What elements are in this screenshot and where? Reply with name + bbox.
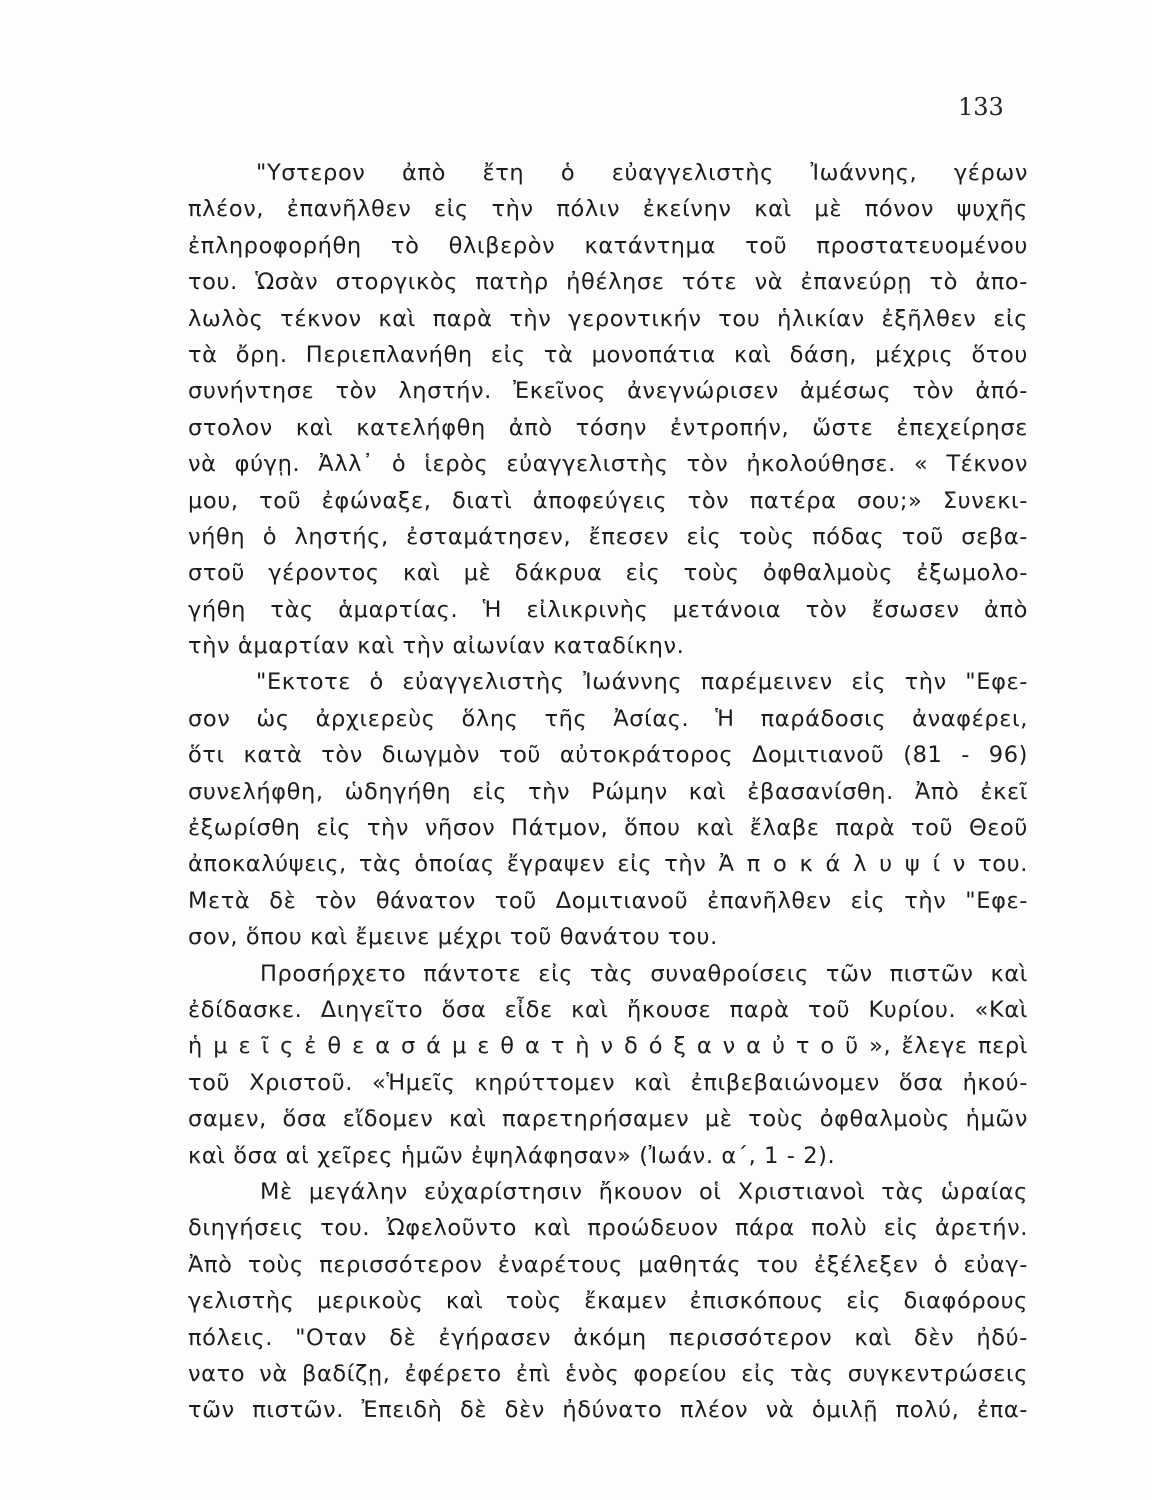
text-line: γήθη τὰς ἁμαρτίας. Ἡ εἰλικρινὴς μετάνοια τὸν ἔσωσεν ἀπὸ (188, 596, 1028, 623)
text-line: του. Ὡσὰν στοργικὸς πατὴρ ἠθέλησε τότε νὰ ἐπανεύρῃ τὸ ἀπο- (188, 269, 1028, 296)
text-line: πλέον, ἐπανῆλθεν εἰς τὴν πόλιν ἐκείνην καὶ μὲ πόνον ψυχῆς (188, 196, 1028, 223)
text-line: συνελήφθη, ὡδηγήθη εἰς τὴν Ρώμην καὶ ἐβασανίσθη. Ἀπὸ ἐκεῖ (188, 778, 1028, 805)
text-line: νήθη ὁ ληστής, ἐσταμάτησεν, ἔπεσεν εἰς τοὺς πόδας τοῦ σεβα- (188, 523, 1028, 550)
text-line: τὴν ἁμαρτίαν καὶ τὴν αἰωνίαν καταδίκην. (188, 633, 685, 660)
text-line: γελιστὴς μερικοὺς καὶ τοὺς ἔκαμεν ἐπισκόπους εἰς διαφόρους (188, 1288, 1028, 1315)
text-line: ἀποκαλύψεις, τὰς ὁποίας ἔγραψεν εἰς τὴν Ἀ π ο κ ά λ υ ψ ί ν του. (188, 851, 1028, 878)
text-line: πόλεις. "Οταν δὲ ἐγήρασεν ἀκόμη περισσότερον καὶ δὲν ἠδύ- (188, 1324, 1028, 1351)
text-line: ἐπληροφορήθη τὸ θλιβερὸν κατάντημα τοῦ προστατευομένου (188, 232, 1028, 259)
text-line: διηγήσεις του. Ὠφελοῦντο καὶ προώδευον πάρα πολὺ εἰς ἀρετήν. (188, 1215, 1028, 1242)
text-line: ἐξωρίσθη εἰς τὴν νῆσον Πάτμον, ὅπου καὶ ἔλαβε παρὰ τοῦ Θεοῦ (188, 815, 1028, 842)
text-line: Μετὰ δὲ τὸν θάνατον τοῦ Δομιτιανοῦ ἐπανῆλθεν εἰς τὴν "Εφε- (188, 887, 1028, 914)
text-line: καὶ ὅσα αἱ χεῖρες ἡμῶν ἐψηλάφησαν» (Ἰωάν. α΄, 1 - 2). (188, 1142, 836, 1169)
text-line: ἡ μ ε ῖ ς ἐ θ ε α σ ά μ ε θ α τ ὴ ν δ ό ξ α ν α ὐ τ ο ῦ », ἔλεγε περὶ (188, 1033, 1028, 1060)
text-line: ἐδίδασκε. Διηγεῖτο ὅσα εἶδε καὶ ἤκουσε παρὰ τοῦ Κυρίου. «Καὶ (188, 996, 1028, 1023)
text-line: τῶν πιστῶν. Ἐπειδὴ δὲ δὲν ἠδύνατο πλέον νὰ ὁμιλῇ πολύ, ἐπα- (188, 1397, 1028, 1424)
text-line: στολον καὶ κατελήφθη ἀπὸ τόσην ἐντροπήν, ὥστε ἐπεχείρησε (188, 414, 1028, 441)
text-line: ὅτι κατὰ τὸν διωγμὸν τοῦ αὐτοκράτορος Δομιτιανοῦ (81 - 96) (188, 742, 1028, 769)
text-line: σον, ὅπου καὶ ἔμεινε μέχρι τοῦ θανάτου του. (188, 924, 718, 951)
text-line: μου, τοῦ ἐφώναξε, διατὶ ἀποφεύγεις τὸν πατέρα σου;» Συνεκι- (188, 487, 1028, 514)
text-line: Μὲ μεγάλην εὐχαρίστησιν ἤκουον οἱ Χριστιανοὶ τὰς ὡραίας (260, 1178, 1028, 1205)
page-number: 133 (958, 93, 1004, 121)
text-line: "Υστερον ἀπὸ ἔτη ὁ εὐαγγελιστὴς Ἰωάννης, γέρων (256, 160, 1028, 186)
text-line: τοῦ Χριστοῦ. «Ἡμεῖς κηρύττομεν καὶ ἐπιβεβαιώνομεν ὅσα ἠκού- (188, 1069, 1028, 1096)
text-line: σαμεν, ὅσα εἴδομεν καὶ παρετηρήσαμεν μὲ τοὺς ὀφθαλμοὺς ἡμῶν (188, 1106, 1028, 1133)
text-line: Προσήρχετο πάντοτε εἰς τὰς συναθροίσεις τῶν πιστῶν καὶ (260, 960, 1028, 987)
text-line: στοῦ γέροντος καὶ μὲ δάκρυα εἰς τοὺς ὀφθαλμοὺς ἐξωμολο- (188, 560, 1028, 587)
text-line: νατο νὰ βαδίζῃ, ἐφέρετο ἐπὶ ἑνὸς φορείου εἰς τὰς συγκεντρώσεις (188, 1360, 1028, 1387)
text-line: συνήντησε τὸν ληστήν. Ἐκεῖνος ἀνεγνώρισεν ἀμέσως τὸν ἀπό- (188, 378, 1028, 405)
text-line: σον ὡς ἀρχιερεὺς ὅλης τῆς Ἀσίας. Ἡ παράδοσις ἀναφέρει, (188, 705, 1028, 732)
text-line: τὰ ὄρη. Περιεπλανήθη εἰς τὰ μονοπάτια καὶ δάση, μέχρις ὅτου (188, 341, 1028, 368)
text-line: "Εκτοτε ὁ εὐαγγελιστὴς Ἰωάννης παρέμεινεν εἰς τὴν "Εφε- (256, 669, 1028, 696)
text-line: Ἀπὸ τοὺς περισσότερον ἐναρέτους μαθητάς του ἐξέλεξεν ὁ εὐαγ- (188, 1251, 1028, 1278)
body-text (188, 155, 1028, 1429)
text-line: λωλὸς τέκνον καὶ παρὰ τὴν γεροντικήν του ἡλικίαν ἐξῆλθεν εἰς (188, 305, 1028, 332)
text-line: νὰ φύγῃ. Ἀλλ᾿ ὁ ἱερὸς εὐαγγελιστὴς τὸν ἠκολούθησε. « Τέκνον (188, 451, 1028, 478)
